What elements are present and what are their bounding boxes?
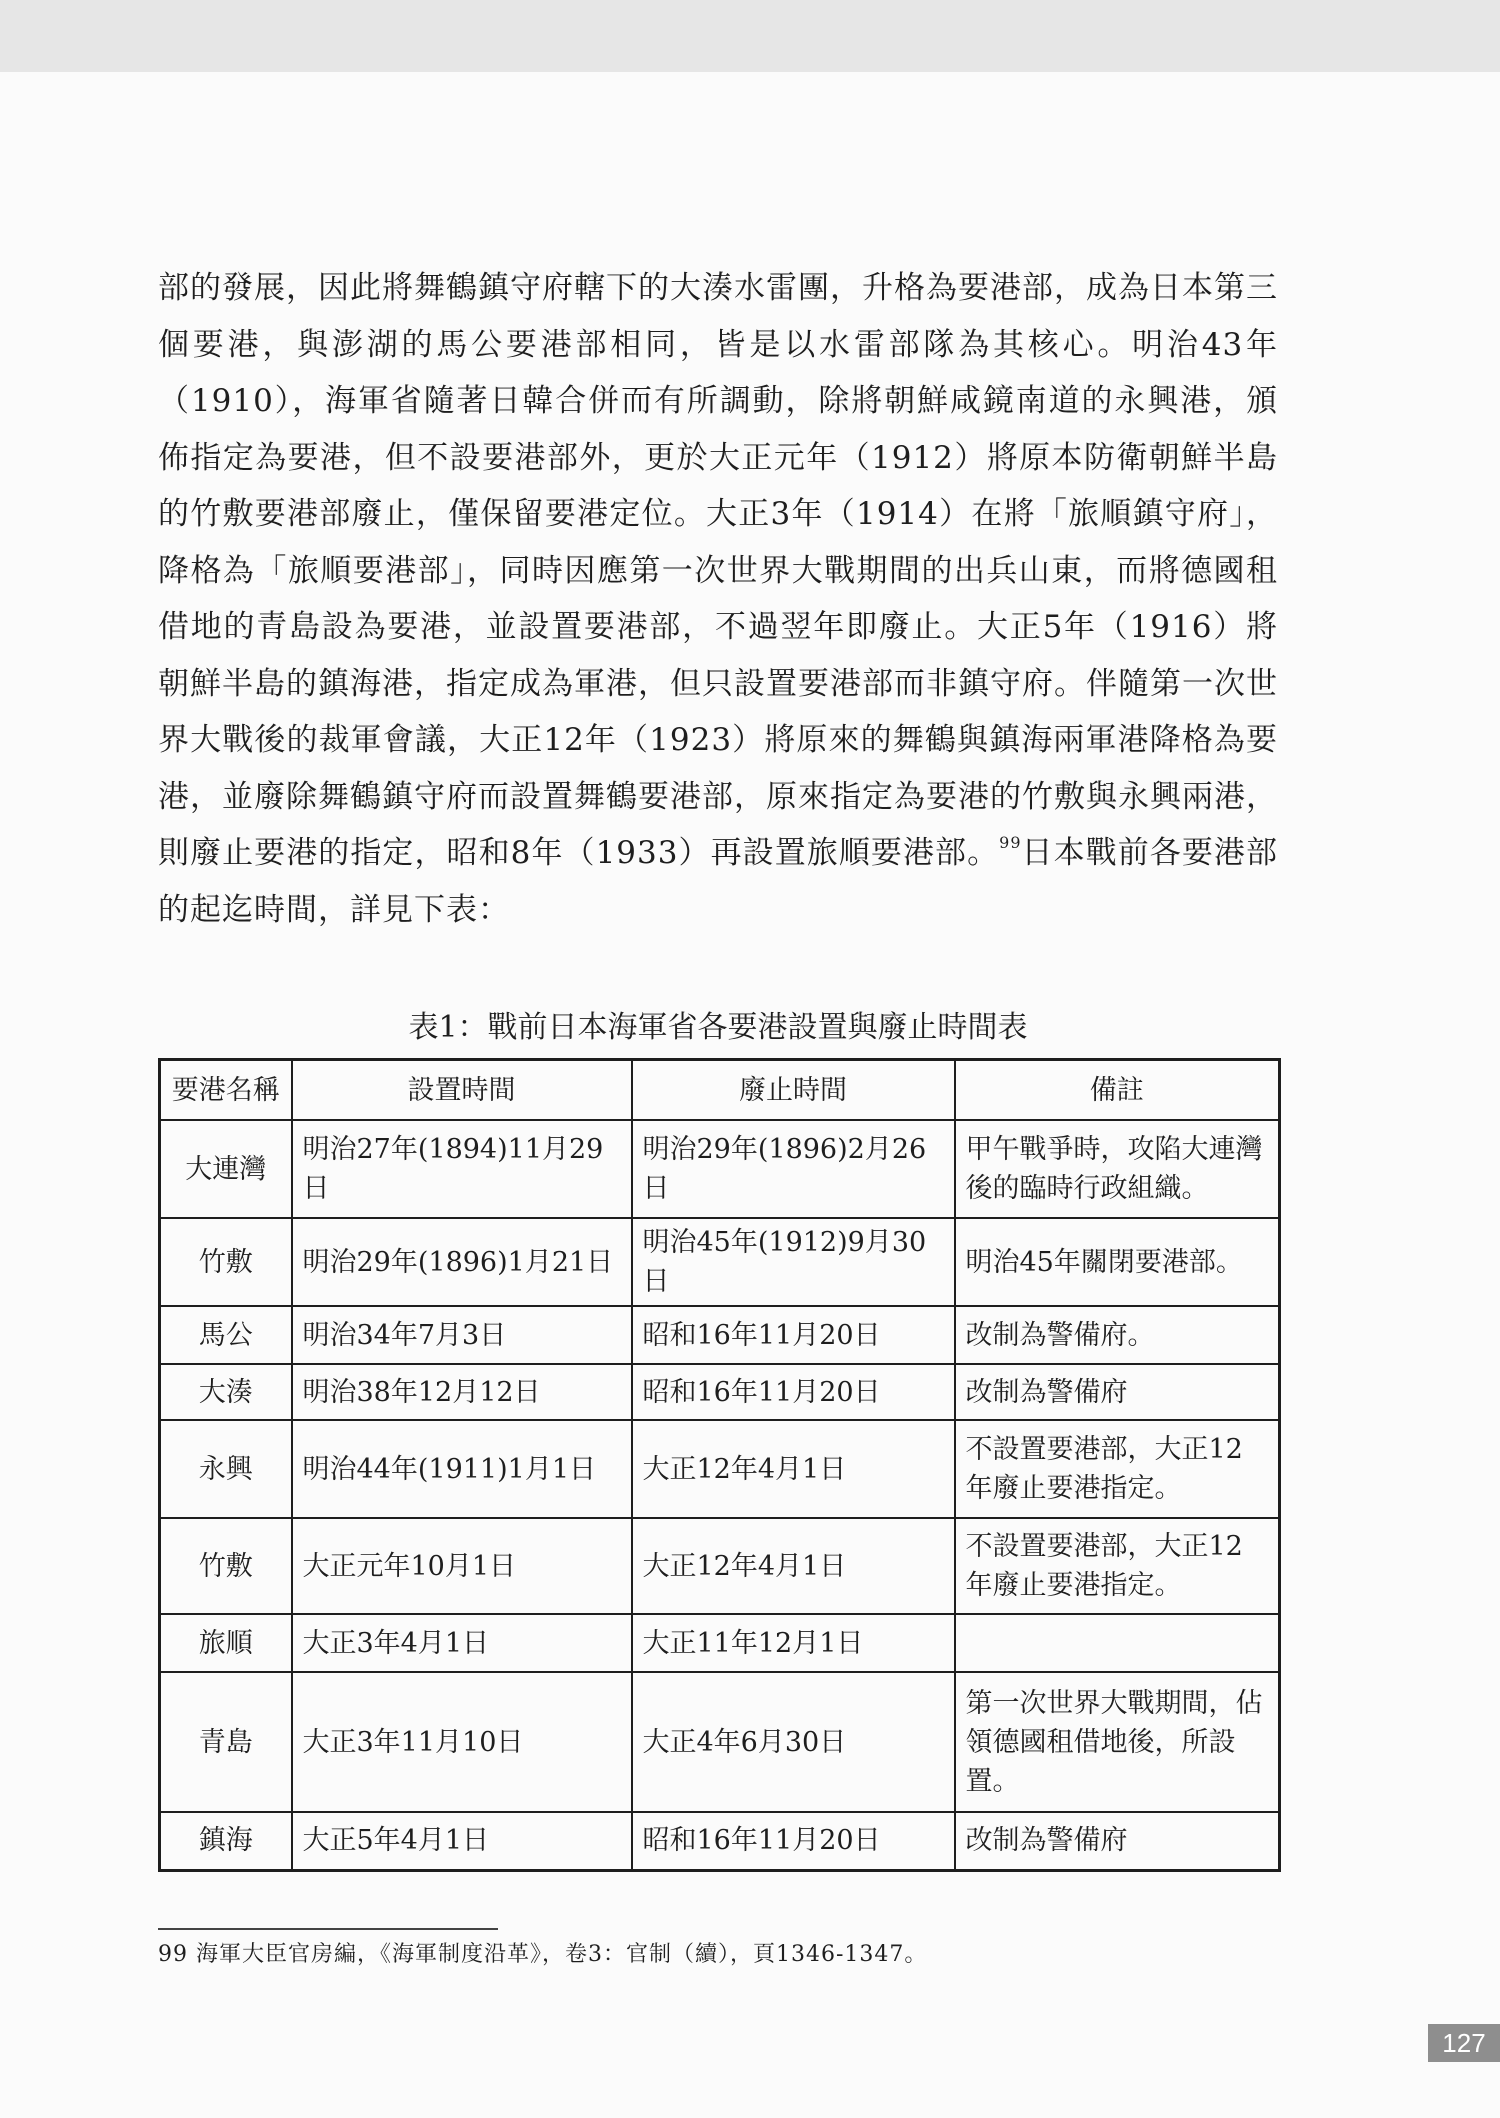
abolished-date-cell: 明治29年(1896)2月26日 xyxy=(632,1120,955,1218)
table-row xyxy=(160,1120,1280,1218)
column-header-harbor-name: 要港名稱 xyxy=(160,1060,292,1121)
table-row xyxy=(160,1812,1280,1870)
established-date-cell: 明治34年7月3日 xyxy=(292,1306,632,1364)
remarks-cell: 明治45年關閉要港部。 xyxy=(955,1218,1280,1306)
remarks-cell: 改制為警備府 xyxy=(955,1812,1280,1870)
harbor-name-cell: 大湊 xyxy=(160,1364,292,1420)
table-caption: 表1：戰前日本海軍省各要港設置與廢止時間表 xyxy=(408,1010,1028,1045)
page-number: 127 xyxy=(1428,2024,1500,2062)
body-text-main: 部的發展，因此將舞鶴鎮守府轄下的大湊水雷團，升格為要港部，成為日本第三個要港，與澎湖的馬公要港部相同，皆是以水雷部隊為其核心。明治43年（1910），海軍省隨著日韓合併而有所調動，除將朝鮮咸鏡南道的永興港，頒佈指定為要港，但不設要港部外，更於大正元年（1912）將原本防衛朝鮮半島的竹敷要港部廢止，僅保留要港定位。大正3年（1914）在將「旅順鎮守府」，降格為「旅順要港部」，同時因應第一次世界大戰期間的出兵山東，而將德國租借地的青島設為要港，並設置要港部，不過翌年即廢止。大正5年（1916）將朝鮮半島的鎮海港，指定成為軍港，但只設置要港部而非鎮守府。伴隨第一次世界大戰後的裁軍會議，大正12年（1923）將原來的舞鶴與鎮海兩軍港降格為要港，並廢除舞鶴鎮守府而設置舞鶴要港部，原來指定為要港的竹敷與永興兩港，則廢止要港的指定，昭和8年（1933）再設置旅順要港部。 xyxy=(158,270,1278,871)
column-header-remarks: 備註 xyxy=(955,1060,1280,1121)
harbor-name-cell: 竹敷 xyxy=(160,1518,292,1614)
abolished-date-cell: 大正12年4月1日 xyxy=(632,1420,955,1518)
table-body xyxy=(160,1120,1280,1870)
remarks-cell: 甲午戰爭時，攻陷大連灣後的臨時行政組織。 xyxy=(955,1120,1280,1218)
abolished-date-cell: 大正11年12月1日 xyxy=(632,1614,955,1672)
table-header xyxy=(160,1060,1280,1121)
abolished-date-cell: 大正12年4月1日 xyxy=(632,1518,955,1614)
table-row xyxy=(160,1218,1280,1306)
harbor-name-cell: 大連灣 xyxy=(160,1120,292,1218)
established-date-cell: 明治38年12月12日 xyxy=(292,1364,632,1420)
established-date-cell: 大正3年11月10日 xyxy=(292,1672,632,1812)
harbor-name-cell: 竹敷 xyxy=(160,1218,292,1306)
remarks-cell: 改制為警備府 xyxy=(955,1364,1280,1420)
table-row xyxy=(160,1518,1280,1614)
scan-top-margin xyxy=(0,0,1500,72)
table-row xyxy=(160,1420,1280,1518)
established-date-cell: 明治44年(1911)1月1日 xyxy=(292,1420,632,1518)
table-header-row xyxy=(160,1060,1280,1121)
established-date-cell: 明治29年(1896)1月21日 xyxy=(292,1218,632,1306)
harbor-name-cell: 青島 xyxy=(160,1672,292,1812)
abolished-date-cell: 昭和16年11月20日 xyxy=(632,1812,955,1870)
harbor-name-cell: 馬公 xyxy=(160,1306,292,1364)
column-header-established: 設置時間 xyxy=(292,1060,632,1121)
remarks-cell: 不設置要港部，大正12年廢止要港指定。 xyxy=(955,1518,1280,1614)
remarks-cell: 改制為警備府。 xyxy=(955,1306,1280,1364)
harbor-table xyxy=(158,1058,1281,1872)
body-text-tail: 日本戰前各要港部的起迄時間，詳見下表： xyxy=(158,835,1278,928)
table-row xyxy=(160,1364,1280,1420)
established-date-cell: 大正元年10月1日 xyxy=(292,1518,632,1614)
abolished-date-cell: 大正4年6月30日 xyxy=(632,1672,955,1812)
abolished-date-cell: 昭和16年11月20日 xyxy=(632,1364,955,1420)
table-row xyxy=(160,1306,1280,1364)
table-row xyxy=(160,1672,1280,1812)
remarks-cell xyxy=(955,1614,1280,1672)
footnote-divider xyxy=(158,1928,498,1930)
remarks-cell: 第一次世界大戰期間，佔領德國租借地後，所設置。 xyxy=(955,1672,1280,1812)
established-date-cell: 明治27年(1894)11月29日 xyxy=(292,1120,632,1218)
harbor-name-cell: 旅順 xyxy=(160,1614,292,1672)
table-row xyxy=(160,1614,1280,1672)
established-date-cell: 大正3年4月1日 xyxy=(292,1614,632,1672)
harbor-name-cell: 鎮海 xyxy=(160,1812,292,1870)
remarks-cell: 不設置要港部，大正12年廢止要港指定。 xyxy=(955,1420,1280,1518)
established-date-cell: 大正5年4月1日 xyxy=(292,1812,632,1870)
harbor-name-cell: 永興 xyxy=(160,1420,292,1518)
abolished-date-cell: 昭和16年11月20日 xyxy=(632,1306,955,1364)
abolished-date-cell: 明治45年(1912)9月30日 xyxy=(632,1218,955,1306)
body-paragraph xyxy=(158,260,1278,938)
column-header-abolished: 廢止時間 xyxy=(632,1060,955,1121)
footnote: 99 海軍大臣官房編，《海軍制度沿革》，卷3：官制（續），頁1346-1347。 xyxy=(158,1942,928,1967)
footnote-reference[interactable]: 99 xyxy=(999,832,1022,852)
